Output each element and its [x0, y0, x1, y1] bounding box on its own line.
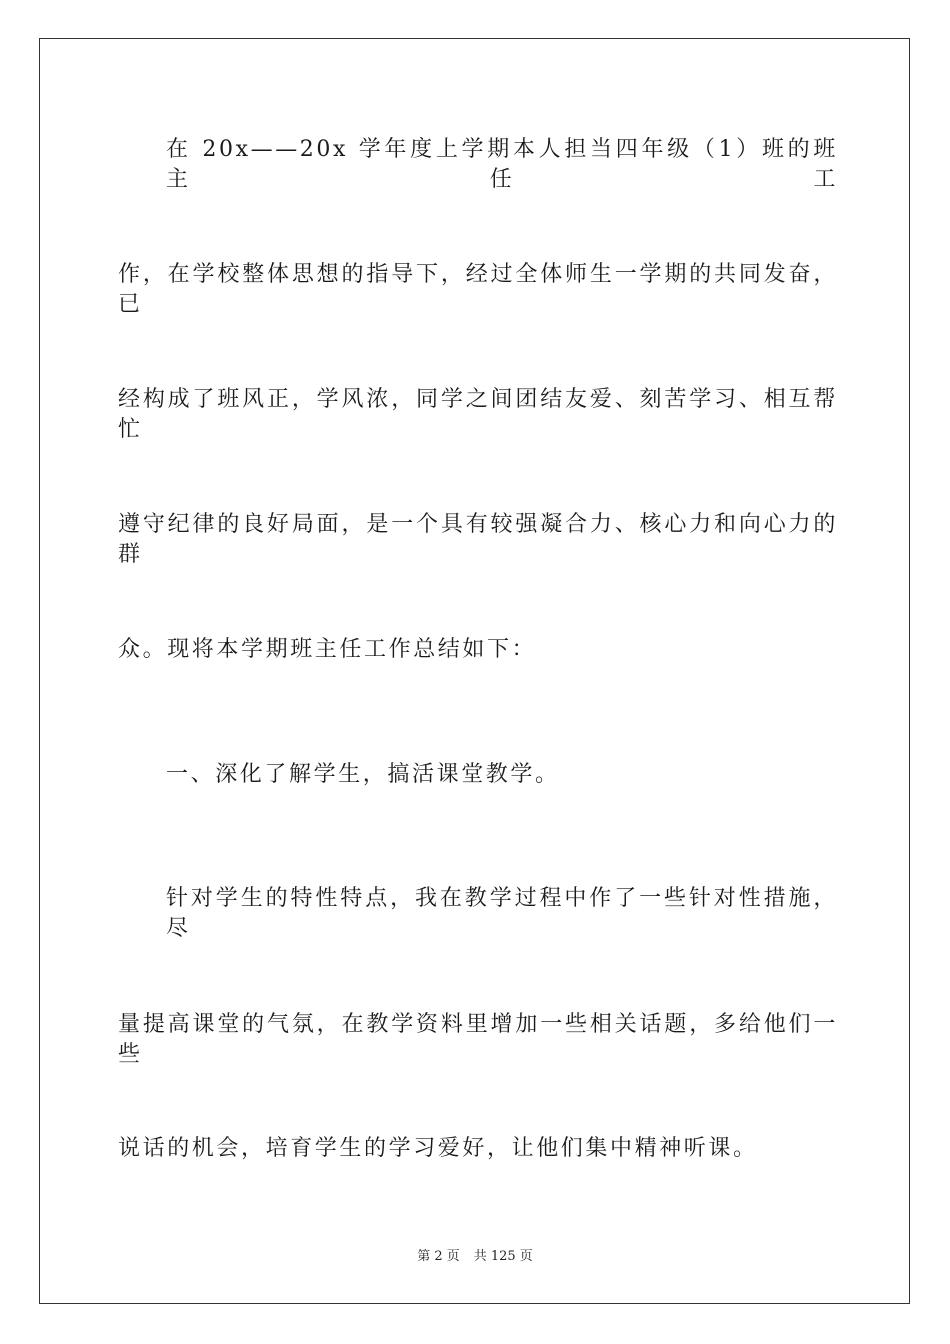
page-total: 共 125 页 [473, 1249, 533, 1264]
paragraph-line-8: 说话的机会，培育学生的学习爱好，让他们集中精神听课。 [118, 1136, 758, 1161]
paragraph-line-4: 遵守纪律的良好局面，是一个具有较强凝合力、核心力和向心力的群 [118, 512, 838, 567]
paragraph-line-3: 经构成了班风正，学风浓，同学之间团结友爱、刻苦学习、相互帮忙 [118, 387, 838, 442]
paragraph-line-6: 针对学生的特性特点，我在教学过程中作了一些针对性措施，尽 [166, 886, 838, 941]
section-heading: 一、深化了解学生，搞活课堂教学。 [166, 762, 560, 787]
page-footer [0, 1248, 950, 1266]
paragraph-line-1: 在 20x——20x 学年度上学期本人担当四年级（1）班的班主任工 [166, 137, 838, 192]
paragraph-line-7: 量提高课堂的气氛，在教学资料里增加一些相关话题，多给他们一些 [118, 1012, 838, 1067]
page-number: 第 2 页 [417, 1249, 460, 1264]
page-border [39, 38, 910, 1304]
paragraph-line-2: 作，在学校整体思想的指导下，经过全体师生一学期的共同发奋，已 [118, 262, 838, 317]
paragraph-line-5: 众。现将本学期班主任工作总结如下： [118, 637, 537, 662]
